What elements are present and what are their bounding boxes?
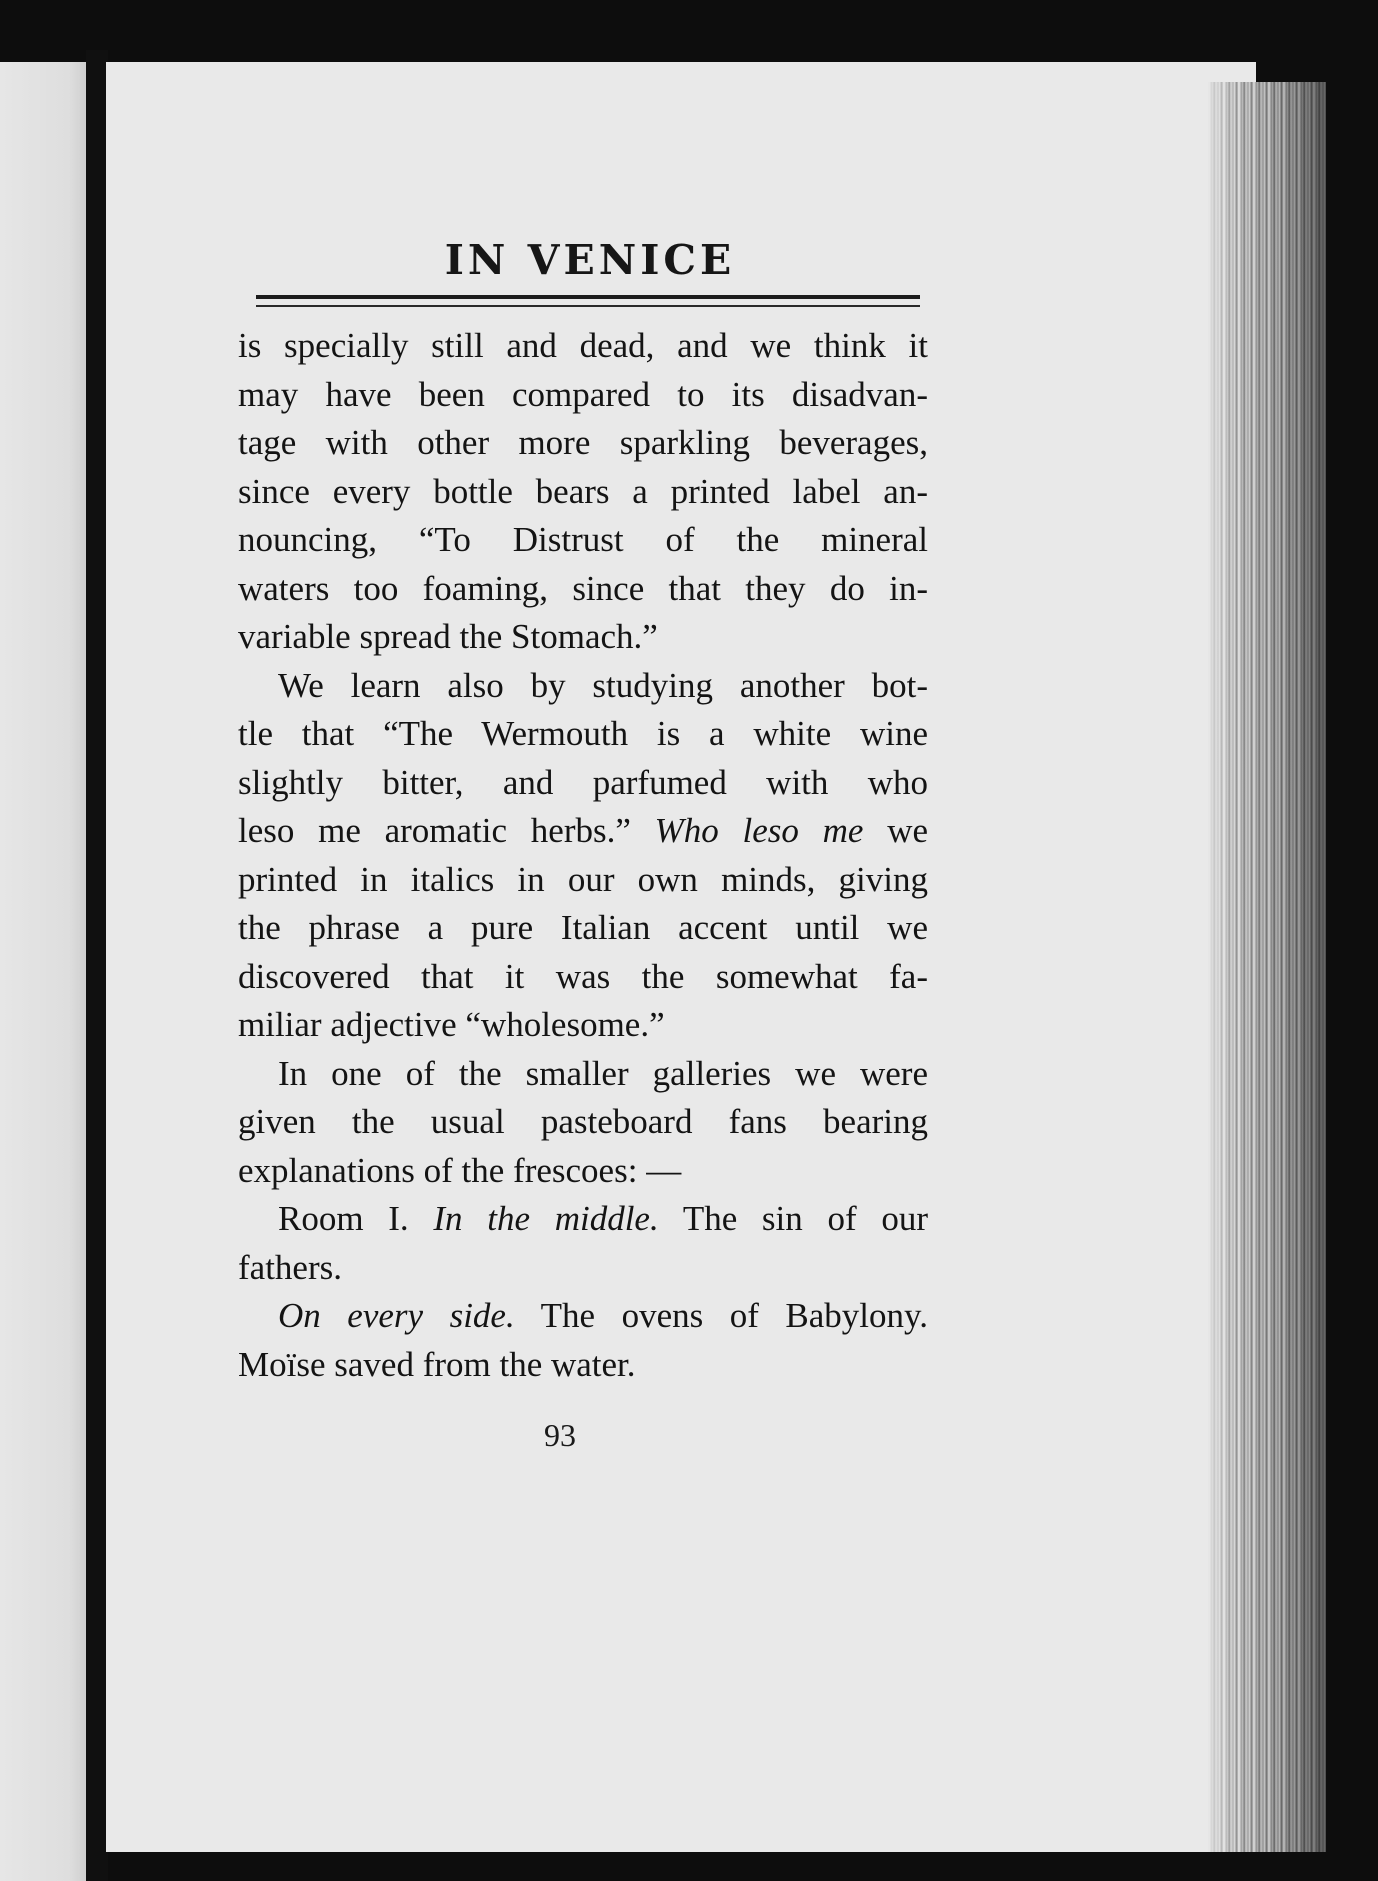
- text-run: The ovens of Babylony.: [540, 1296, 928, 1335]
- text-line: since every bottle bears a printed label an-: [238, 471, 928, 511]
- text-line: is specially still and dead, and we think it: [238, 326, 928, 365]
- page-number: 93: [544, 1417, 576, 1453]
- text-line: miliar adjective “wholesome.”: [238, 1005, 665, 1044]
- text-line: may have been compared to its disadvan-: [238, 374, 928, 414]
- book-gutter: [86, 50, 108, 1881]
- text-line: nouncing, “To Distrust of the mineral: [238, 520, 928, 559]
- page-stack-shadow: [1208, 82, 1326, 1852]
- text-line-mixed: [238, 1195, 928, 1244]
- italic-run: In the middle.: [433, 1199, 659, 1238]
- text-line: explanations of the frescoes: —: [238, 1150, 682, 1190]
- header-rule-thick: [256, 295, 920, 299]
- text-run: leso me aromatic herbs.”: [238, 811, 631, 850]
- text-line: slightly bitter, and parfumed with who: [238, 762, 928, 802]
- text-line: discovered that it was the somewhat fa-: [238, 956, 928, 996]
- text-run: The sin of our: [682, 1199, 928, 1238]
- text-line: the phrase a pure Italian accent until we: [238, 908, 928, 947]
- text-line: given the usual pasteboard fans bearing: [238, 1102, 928, 1141]
- text-line: Moïse saved from the water.: [238, 1344, 636, 1384]
- header-rule-thin: [256, 305, 920, 307]
- text-line: We learn also by studying another bot-: [278, 665, 928, 705]
- facing-page-edge: [0, 62, 86, 1881]
- text-line: waters too foaming, since that they do in-: [238, 568, 928, 608]
- italic-run: On every side.: [278, 1296, 515, 1335]
- text-run: we: [887, 811, 928, 850]
- text-line: variable spread the Stomach.”: [238, 617, 658, 656]
- text-line: tage with other more sparkling beverages,: [238, 423, 928, 462]
- text-line-mixed: [238, 1292, 928, 1341]
- body-text: [238, 322, 928, 1389]
- running-head: IN VENICE: [444, 236, 736, 284]
- text-line: In one of the smaller galleries we were: [278, 1053, 928, 1093]
- text-line-mixed: [238, 807, 928, 856]
- text-line: fathers.: [238, 1247, 342, 1287]
- text-run: Room I.: [278, 1199, 409, 1238]
- italic-run: Who leso me: [654, 811, 864, 850]
- text-line: tle that “The Wermouth is a white wine: [238, 714, 928, 753]
- text-line: printed in italics in our own minds, giving: [238, 859, 928, 899]
